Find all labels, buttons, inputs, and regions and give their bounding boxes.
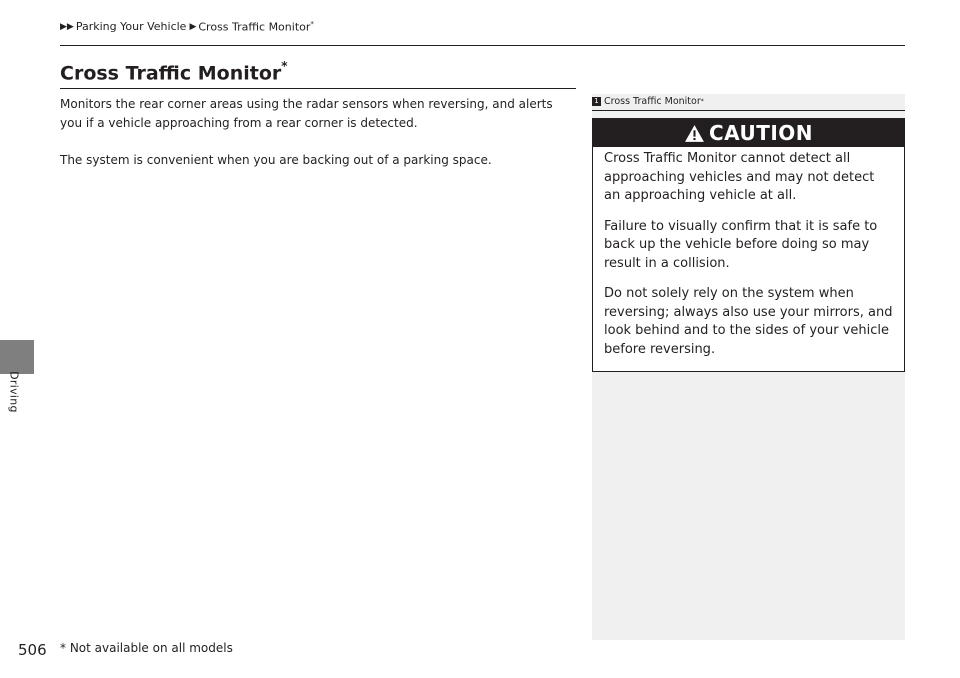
caution-header [593,119,904,147]
caution-body [593,147,904,359]
reference-number-icon: 1 [592,97,601,106]
sidebar-heading: 1 Cross Traffic Monitor * [592,96,704,107]
footnote: * Not available on all models [60,641,233,655]
header-divider [60,45,905,46]
breadcrumb-item-cross-traffic[interactable]: Cross Traffic Monitor* [198,20,314,34]
body-paragraph: The system is convenient when you are backing out of a parking space. [60,153,492,167]
breadcrumb-arrow-icon: ▶ [189,21,197,32]
caution-paragraph: Failure to visually confirm that it is safe to back up the vehicle before doing so may result in a collision. [604,218,878,271]
caution-label: CAUTION [708,121,814,145]
section-tab-label: Driving [7,371,21,413]
page-title: Cross Traffic Monitor* [60,59,288,85]
body-paragraph: Monitors the rear corner areas using the radar sensors when reversing, and alerts you if a vehicle approaching from a rear corner is detected. [60,97,553,130]
body-text [60,95,575,188]
caution-box [592,118,905,372]
breadcrumb [60,20,317,34]
sidebar-divider [592,110,905,111]
sidebar-heading-star: * [700,98,704,105]
page-number: 506 [18,641,47,659]
breadcrumb-arrow-icon: ▶▶ [60,21,74,32]
breadcrumb-item-parking[interactable]: Parking Your Vehicle [75,20,187,34]
caution-paragraph: Do not solely rely on the system when reversing; always also use your mirrors, and look behind and to the sides of your vehicle before reversing. [604,286,893,357]
warning-triangle-icon [684,124,705,143]
caution-paragraph: Cross Traffic Monitor cannot detect all approaching vehicles and may not detect an approaching vehicle at all. [604,151,875,203]
title-star: * [281,59,288,73]
title-divider [60,88,576,89]
breadcrumb-star: * [310,20,314,28]
